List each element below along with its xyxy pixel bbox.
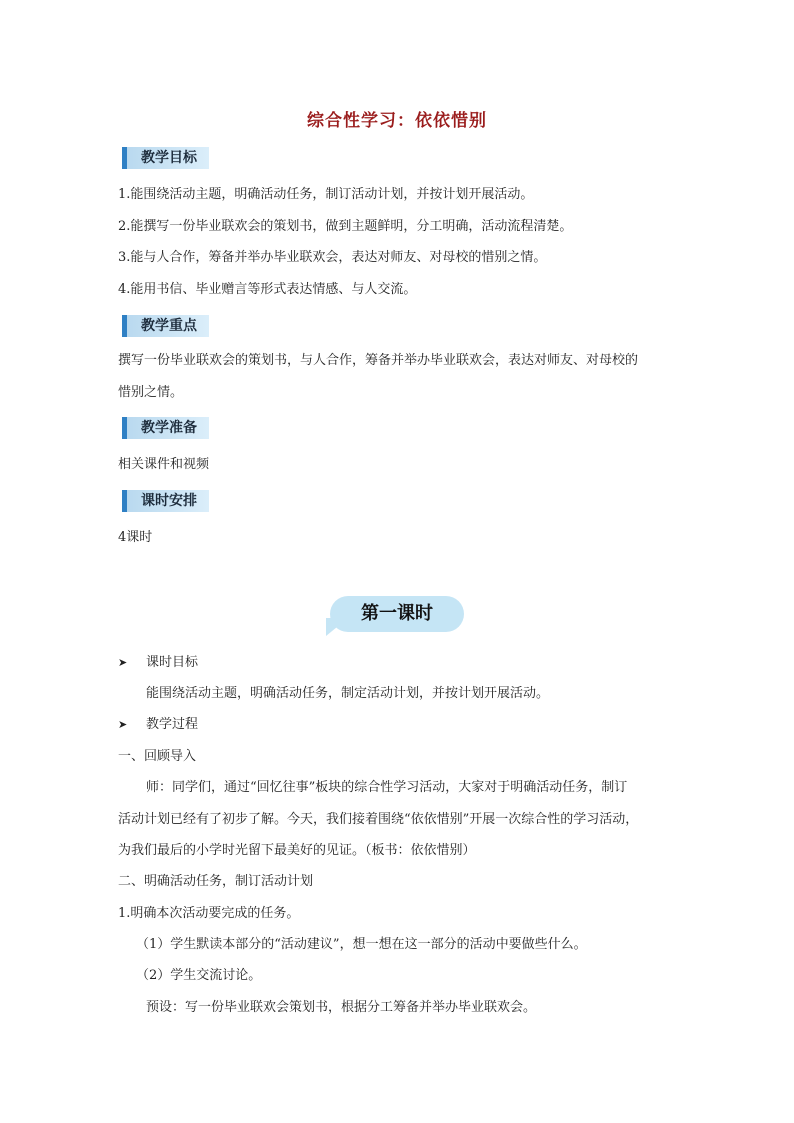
step2-item-2: （2）学生交流讨论。 [136,968,262,983]
section-heading-focus: 教学重点 [122,315,209,337]
section-heading-prep: 教学准备 [122,417,209,439]
step2-item-1: （1）学生默读本部分的“活动建议”，想一想在这一部分的活动中要做些什么。 [136,937,587,952]
goal-item-1: 1.能围绕活动主题，明确活动任务，制订活动计划，并按计划开展活动。 [118,187,534,202]
arrow-bullet-icon: ➤ [118,656,128,669]
schedule-text: 4课时 [118,530,153,545]
step1-line-1: 师：同学们，通过“回忆往事”板块的综合性学习活动，大家对于明确活动任务，制订 [146,780,628,795]
focus-line-1: 撰写一份毕业联欢会的策划书，与人合作，筹备并举办毕业联欢会，表达对师友、对母校的 [118,353,639,368]
bullet-process [118,715,198,735]
step1-title: 一、回顾导入 [118,749,197,764]
step1-line-2: 活动计划已经有了初步了解。今天，我们接着围绕“依依惜别”开展一次综合性的学习活动， [118,812,639,827]
objective-label: 课时目标 [146,655,199,670]
step1-line-3: 为我们最后的小学时光留下最美好的见证。（板书：依依惜别） [118,843,476,858]
lesson-banner: 第一课时 [330,596,464,632]
focus-line-2: 惜别之情。 [118,385,184,400]
process-label: 教学过程 [146,717,199,732]
goal-item-3: 3.能与人合作，筹备并举办毕业联欢会，表达对师友、对母校的惜别之情。 [118,250,547,265]
section-heading-schedule: 课时安排 [122,490,209,512]
step2-preset: 预设：写一份毕业联欢会策划书，根据分工筹备并举办毕业联欢会。 [146,1000,537,1015]
step2-sub1: 1.明确本次活动要完成的任务。 [118,906,300,921]
prep-text: 相关课件和视频 [118,457,210,472]
arrow-bullet-icon: ➤ [118,718,128,731]
step2-title: 二、明确活动任务，制订活动计划 [118,874,314,889]
goal-item-4: 4.能用书信、毕业赠言等形式表达情感、与人交流。 [118,282,417,297]
objective-text: 能围绕活动主题，明确活动任务，制定活动计划，并按计划开展活动。 [146,686,550,701]
section-heading-goals: 教学目标 [122,147,209,169]
bullet-objective [118,653,198,673]
goal-item-2: 2.能撰写一份毕业联欢会的策划书，做到主题鲜明，分工明确，活动流程清楚。 [118,219,573,234]
document-title: 综合性学习：依依惜别 [307,111,487,131]
